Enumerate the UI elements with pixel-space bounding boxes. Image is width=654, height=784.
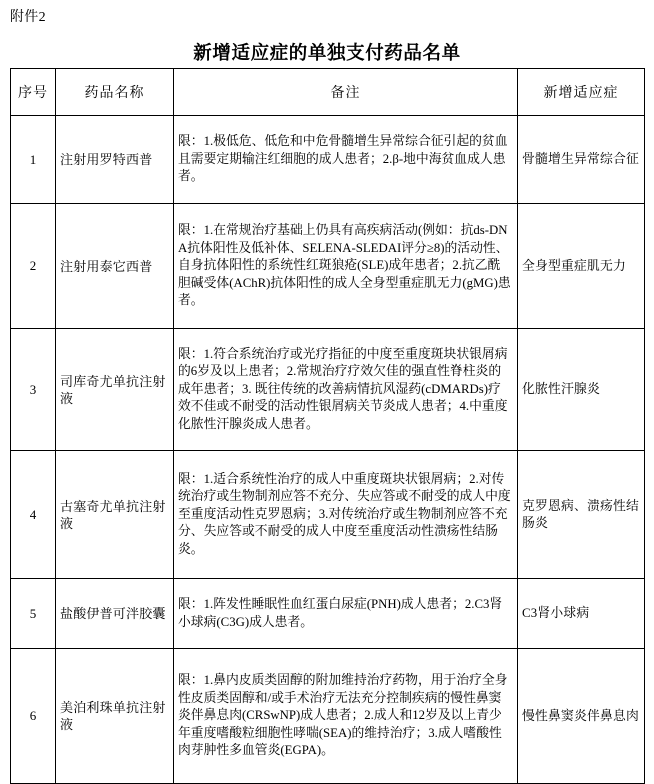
column-header-seq: 序号: [11, 69, 56, 116]
cell-seq: 5: [11, 579, 56, 649]
cell-note: 限：1.鼻内皮质类固醇的附加维持治疗药物，用于治疗全身性皮质类固醇和/或手术治疗无法充分控制疾病的慢性鼻窦炎伴鼻息肉(CRSwNP)成人患者；2.成人和12岁及以上青少年重度嗜酸粒细胞性哮喘(SEA)的维持治疗；3.成人嗜酸性肉芽肿性多血管炎(EGPA)。: [174, 649, 518, 784]
table-body: [11, 116, 645, 784]
table-row: [11, 204, 645, 329]
table-row: [11, 649, 645, 784]
cell-note: 限：1.极低危、低危和中危骨髓增生异常综合征引起的贫血且需要定期输注红细胞的成人患者；2.β-地中海贫血成人患者。: [174, 116, 518, 204]
cell-seq: 4: [11, 451, 56, 579]
cell-seq: 3: [11, 329, 56, 451]
cell-indication: C3肾小球病: [518, 579, 645, 649]
drug-list-table-container: [10, 68, 644, 784]
cell-drug-name: 司库奇尤单抗注射液: [56, 329, 174, 451]
cell-seq: 6: [11, 649, 56, 784]
cell-note: 限：1.阵发性睡眠性血红蛋白尿症(PNH)成人患者；2.C3肾小球病(C3G)成人患者。: [174, 579, 518, 649]
cell-note: 限：1.在常规治疗基础上仍具有高疾病活动(例如：抗ds-DNA抗体阳性及低补体、SELENA-SLEDAI评分≥8)的活动性、自身抗体阳性的系统性红斑狼疮(SLE)成年患者；2.抗乙酰胆碱受体(AChR)抗体阳性的成人全身型重症肌无力(gMG)患者。: [174, 204, 518, 329]
column-header-drug-name: 药品名称: [56, 69, 174, 116]
cell-indication: 骨髓增生异常综合征: [518, 116, 645, 204]
cell-drug-name: 美泊利珠单抗注射液: [56, 649, 174, 784]
drug-list-table: [10, 68, 645, 784]
table-row: [11, 116, 645, 204]
cell-note: 限：1.符合系统治疗或光疗指征的中度至重度斑块状银屑病的6岁及以上患者；2.常规治疗疗效欠佳的强直性脊柱炎的成年患者；3. 既往传统的改善病情抗风湿药(cDMARDs)疗效不佳或不耐受的活动性银屑病关节炎成人患者；4.中重度化脓性汗腺炎成人患者。: [174, 329, 518, 451]
cell-seq: 2: [11, 204, 56, 329]
table-header: [11, 69, 645, 116]
column-header-indication: 新增适应症: [518, 69, 645, 116]
cell-drug-name: 注射用泰它西普: [56, 204, 174, 329]
table-row: [11, 329, 645, 451]
table-header-row: [11, 69, 645, 116]
cell-indication: 化脓性汗腺炎: [518, 329, 645, 451]
cell-drug-name: 盐酸伊普可泮胶囊: [56, 579, 174, 649]
cell-indication: 全身型重症肌无力: [518, 204, 645, 329]
cell-drug-name: 注射用罗特西普: [56, 116, 174, 204]
page-title: 新增适应症的单独支付药品名单: [193, 44, 461, 64]
table-row: [11, 579, 645, 649]
column-header-note: 备注: [174, 69, 518, 116]
attachment-label: 附件2: [10, 10, 46, 25]
cell-drug-name: 古塞奇尤单抗注射液: [56, 451, 174, 579]
cell-seq: 1: [11, 116, 56, 204]
cell-indication: 慢性鼻窦炎伴鼻息肉: [518, 649, 645, 784]
cell-note: 限：1.适合系统性治疗的成人中重度斑块状银屑病；2.对传统治疗或生物制剂应答不充分、失应答或不耐受的成人中度至重度活动性克罗恩病；3.对传统治疗或生物制剂应答不充分、失应答或不耐受的成人中度至重度活动性溃疡性结肠炎。: [174, 451, 518, 579]
table-row: [11, 451, 645, 579]
cell-indication: 克罗恩病、溃疡性结肠炎: [518, 451, 645, 579]
